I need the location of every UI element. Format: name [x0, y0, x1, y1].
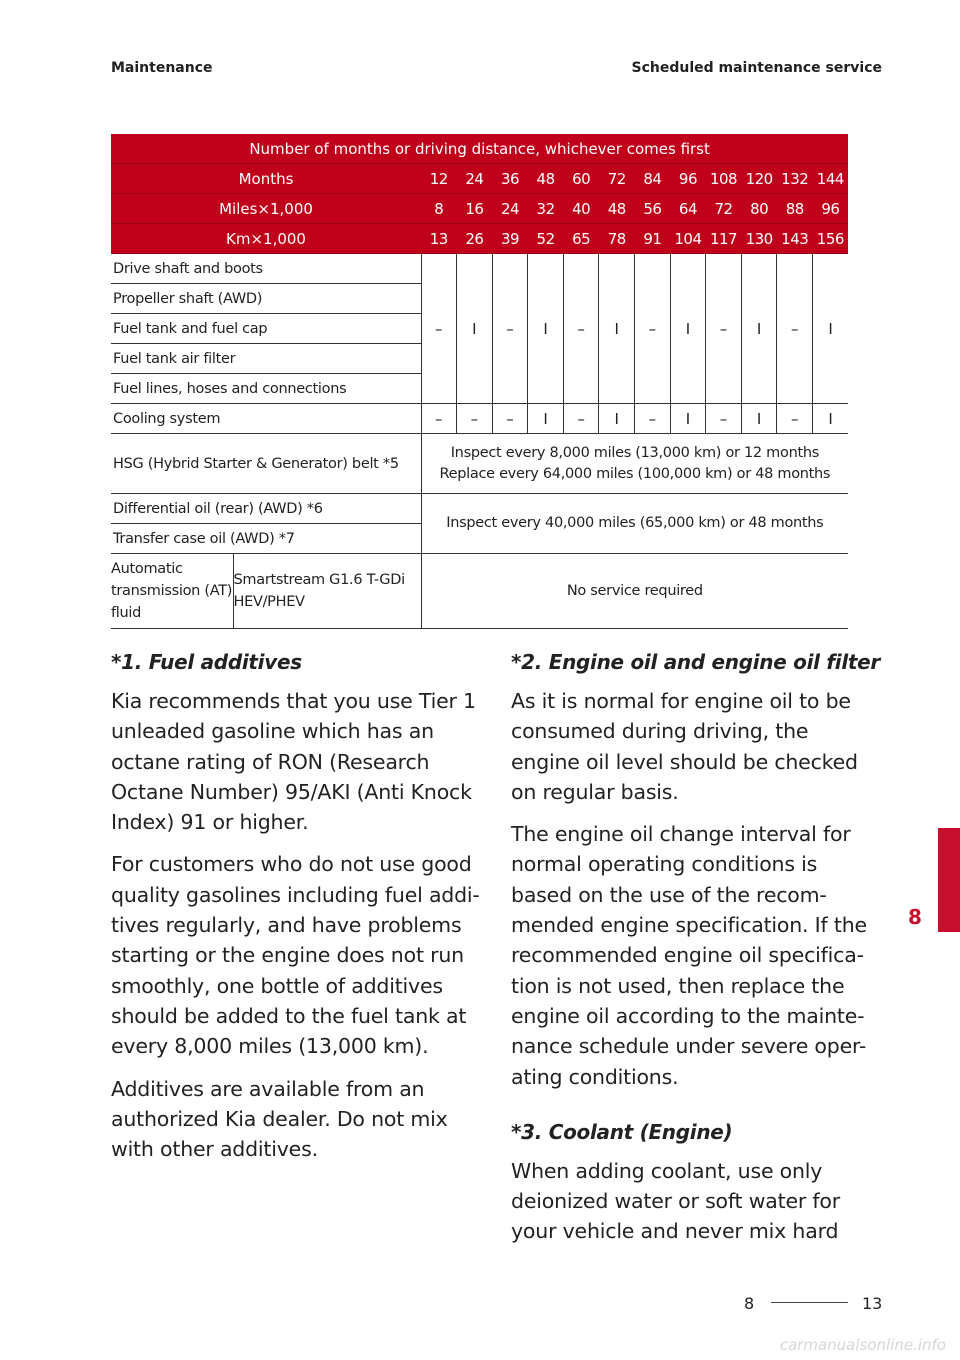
value-cell: I: [457, 254, 493, 404]
item-label: Drive shaft and boots: [111, 254, 421, 284]
note-2-title: *2. Engine oil and engine oil filter: [511, 650, 880, 674]
value-cell: –: [421, 404, 457, 434]
value-cell: –: [777, 254, 813, 404]
hsg-note: [421, 434, 848, 494]
km-cell: 52: [528, 224, 564, 254]
miles-cell: 80: [741, 194, 777, 224]
note-1-paragraph: Additives are available from an authorized Kia dealer. Do not mix with other additives.: [111, 1076, 448, 1162]
km-label: Km×1,000: [111, 224, 421, 254]
footer-divider: [771, 1302, 848, 1303]
km-cell: 65: [563, 224, 599, 254]
months-cell: 108: [706, 164, 742, 194]
at-note: No service required: [421, 554, 848, 629]
table-row: [111, 434, 848, 494]
km-cell: 13: [421, 224, 457, 254]
value-cell: I: [813, 404, 849, 434]
km-cell: 39: [492, 224, 528, 254]
table-row: [111, 404, 848, 434]
note-1-paragraph: Kia recommends that you use Tier 1 unleaded gasoline which has an octane rating of RON (Research Octane Number) 95/AKI (Anti Knock Index) 91 or higher.: [111, 689, 476, 835]
miles-cell: 8: [421, 194, 457, 224]
km-cell: 91: [635, 224, 671, 254]
cooling-label: Cooling system: [111, 404, 421, 434]
km-cell: 143: [777, 224, 813, 254]
km-cell: 78: [599, 224, 635, 254]
value-cell: I: [599, 254, 635, 404]
item-label: Fuel lines, hoses and connections: [111, 374, 421, 404]
header-page-title: Scheduled maintenance service: [631, 60, 882, 76]
months-cell: 12: [421, 164, 457, 194]
value-cell: –: [457, 404, 493, 434]
watermark: carmanualsonline.info: [779, 1336, 946, 1354]
table-row: [111, 254, 848, 284]
at-label: Automatic transmission (AT) fluid: [111, 554, 233, 629]
left-column: [111, 650, 481, 1176]
table-row: [111, 554, 848, 629]
transfer-label: Transfer case oil (AWD) *7: [111, 524, 421, 554]
miles-cell: 16: [457, 194, 493, 224]
months-cell: 36: [492, 164, 528, 194]
miles-cell: 40: [563, 194, 599, 224]
table-title-row: [111, 134, 848, 164]
right-column: [511, 650, 881, 1259]
note-2-paragraph: As it is normal for engine oil to be consumed during driving, the engine oil level should be checked on regular basis.: [511, 689, 858, 804]
value-cell: –: [706, 254, 742, 404]
months-label: Months: [111, 164, 421, 194]
value-cell: –: [635, 404, 671, 434]
item-label: Fuel tank air filter: [111, 344, 421, 374]
header-section-title: Maintenance: [111, 60, 213, 76]
value-cell: –: [492, 404, 528, 434]
miles-label: Miles×1,000: [111, 194, 421, 224]
miles-cell: 88: [777, 194, 813, 224]
km-cell: 156: [813, 224, 849, 254]
km-cell: 130: [741, 224, 777, 254]
months-cell: 72: [599, 164, 635, 194]
value-cell: I: [528, 254, 564, 404]
item-label: Propeller shaft (AWD): [111, 284, 421, 314]
item-label: Fuel tank and fuel cap: [111, 314, 421, 344]
km-cell: 26: [457, 224, 493, 254]
at-engine: Smartstream G1.6 T-GDi HEV/PHEV: [233, 554, 421, 629]
miles-cell: 32: [528, 194, 564, 224]
km-row: [111, 224, 848, 254]
months-cell: 144: [813, 164, 849, 194]
note-1-paragraph: For customers who do not use good quality gasolines including fuel addi-tives regularly, and have problems starting or the engine does not run smoothly, one bottle of additives should be added to the fuel tank at every 8,000 miles (13,000 km).: [111, 852, 480, 1059]
months-cell: 60: [563, 164, 599, 194]
hsg-note-line: Replace every 64,000 miles (100,000 km) or 48 months: [439, 465, 831, 482]
miles-cell: 48: [599, 194, 635, 224]
chapter-tab-number: 8: [908, 905, 922, 929]
note-3-title: *3. Coolant (Engine): [511, 1119, 733, 1144]
months-cell: 96: [670, 164, 706, 194]
km-cell: 104: [670, 224, 706, 254]
value-cell: –: [492, 254, 528, 404]
miles-cell: 64: [670, 194, 706, 224]
section-gap: [511, 1104, 881, 1120]
km-cell: 117: [706, 224, 742, 254]
miles-cell: 56: [635, 194, 671, 224]
months-row: [111, 164, 848, 194]
value-cell: I: [741, 404, 777, 434]
value-cell: –: [635, 254, 671, 404]
value-cell: –: [706, 404, 742, 434]
months-cell: 48: [528, 164, 564, 194]
miles-row: [111, 194, 848, 224]
miles-cell: 96: [813, 194, 849, 224]
value-cell: I: [670, 254, 706, 404]
value-cell: I: [741, 254, 777, 404]
diff-label: Differential oil (rear) (AWD) *6: [111, 494, 421, 524]
footer-page-number: 13: [862, 1294, 883, 1313]
diff-note: Inspect every 40,000 miles (65,000 km) or 48 months: [421, 494, 848, 554]
chapter-tab[interactable]: [938, 828, 960, 932]
note-3-paragraph: When adding coolant, use only deionized water or soft water for your vehicle and never mix hard: [511, 1158, 841, 1244]
value-cell: –: [563, 254, 599, 404]
table-row: [111, 494, 848, 524]
value-cell: –: [563, 404, 599, 434]
months-cell: 120: [741, 164, 777, 194]
value-cell: –: [777, 404, 813, 434]
value-cell: I: [599, 404, 635, 434]
table-title: Number of months or driving distance, whichever comes first: [111, 134, 848, 164]
months-cell: 84: [635, 164, 671, 194]
hsg-label: HSG (Hybrid Starter & Generator) belt *5: [111, 434, 421, 494]
hsg-note-line: Inspect every 8,000 miles (13,000 km) or 12 months: [450, 444, 819, 461]
value-cell: I: [528, 404, 564, 434]
miles-cell: 72: [706, 194, 742, 224]
note-2-paragraph: The engine oil change interval for normal operating conditions is based on the use of the recom-mended engine specification. If the recommended engine oil specifica-tion is not used, then replace the engine oil according to the mainte-nance schedule under severe oper-ating conditions.: [511, 822, 867, 1089]
months-cell: 24: [457, 164, 493, 194]
value-cell: I: [813, 254, 849, 404]
value-cell: –: [421, 254, 457, 404]
value-cell: I: [670, 404, 706, 434]
note-1-title: *1. Fuel additives: [111, 650, 302, 674]
footer-chapter: 8: [744, 1294, 755, 1313]
maintenance-schedule-table: [111, 134, 848, 629]
miles-cell: 24: [492, 194, 528, 224]
months-cell: 132: [777, 164, 813, 194]
